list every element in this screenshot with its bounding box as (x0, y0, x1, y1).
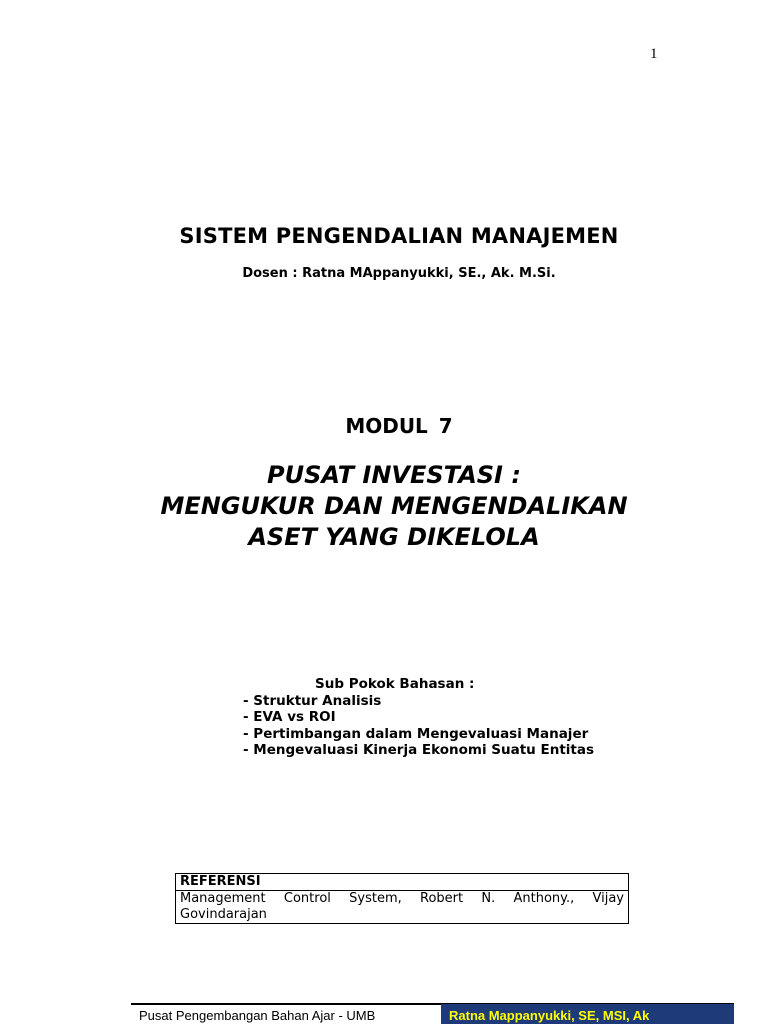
reference-box (175, 873, 629, 924)
module-label: MODUL 7 (345, 414, 453, 438)
page-number: 1 (650, 46, 658, 62)
course-title: SISTEM PENGENDALIAN MANAJEMEN (179, 224, 619, 248)
subtopic-item: - Struktur Analisis (243, 692, 382, 709)
reference-header: REFERENSI (176, 874, 628, 891)
module-title-line: ASET YANG DIKELOLA (248, 523, 540, 551)
module-title-line: MENGUKUR DAN MENGENDALIKAN (160, 492, 628, 520)
subtopics-heading: Sub Pokok Bahasan : (315, 676, 475, 692)
footer-author: Ratna Mappanyukki, SE, MSI, Ak (449, 1008, 650, 1023)
module-title (0, 460, 768, 553)
lecturer-line: Dosen : Ratna MAppanyukki, SE., Ak. M.Si. (242, 266, 556, 281)
subtopic-item: - Pertimbangan dalam Mengevaluasi Manajer (243, 725, 589, 742)
subtopic-item: - EVA vs ROI (243, 709, 336, 725)
subtopics-section (243, 676, 594, 759)
footer-author-banner (441, 1004, 734, 1024)
module-title-line: PUSAT INVESTASI : (267, 461, 521, 489)
footer-institution: Pusat Pengembangan Bahan Ajar - UMB (139, 1008, 376, 1023)
subtopic-item: - Mengevaluasi Kinerja Ekonomi Suatu Entitas (243, 742, 595, 758)
reference-body: Management Control System, Robert N. Anthony., Vijay Govindarajan (180, 891, 624, 922)
